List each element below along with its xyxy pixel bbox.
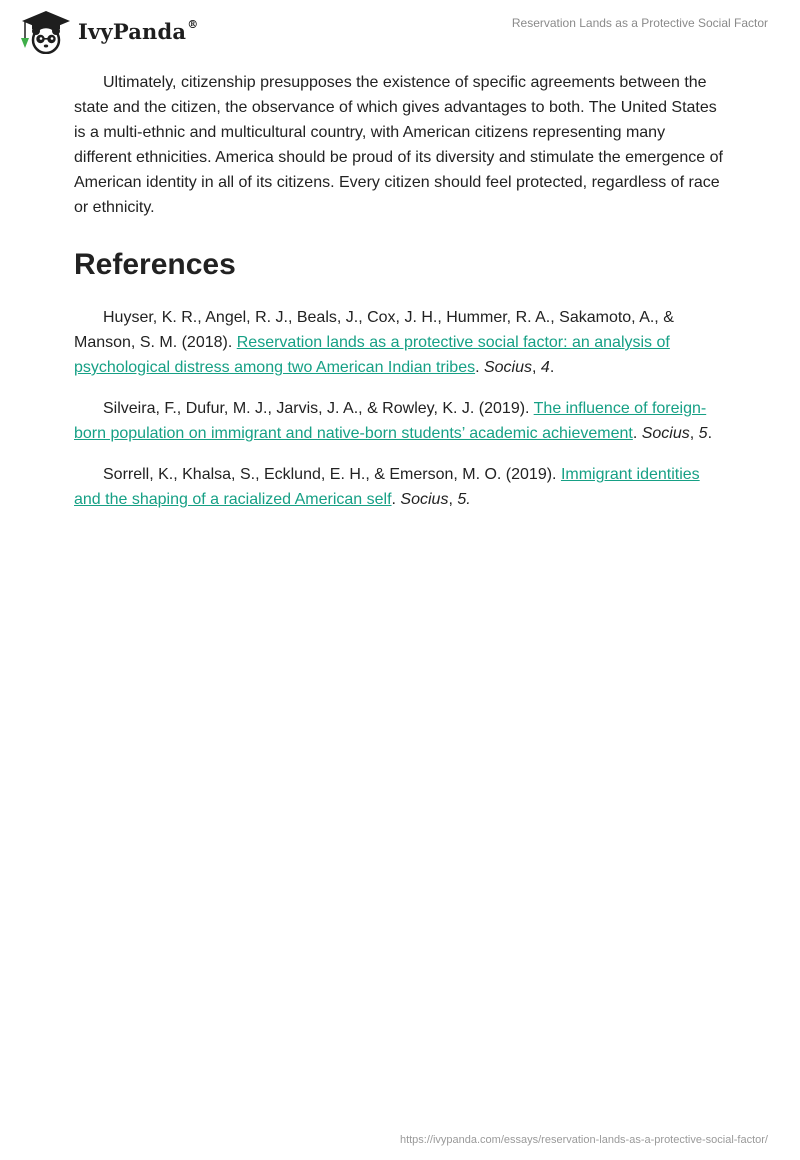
reference-link[interactable]: The influence of foreign-born population on immigrant and native-born students’ academic achievement (74, 400, 707, 442)
reference-entry: Sorrell, K., Khalsa, S., Ecklund, E. H., & Emerson, M. O. (2019). Immigrant identities and the shaping of a racialized American self. Socius, 5. (74, 466, 700, 508)
source-url[interactable]: https://ivypanda.com/essays/reservation-lands-as-a-protective-social-factor/ (399, 1134, 768, 1146)
journal-volume: 5 (698, 425, 708, 442)
document-body (74, 70, 726, 528)
references-heading: References (74, 248, 236, 281)
journal-name: Socius (641, 425, 690, 442)
brand-name: IvyPanda® (78, 17, 199, 44)
reference-entry: Silveira, F., Dufur, M. J., Jarvis, J. A., & Rowley, K. J. (2019). The influence of foreign-born population on immigrant and native-born students’ academic achievement. Socius, 5. (74, 400, 713, 442)
panda-graduation-cap-logo-icon (14, 8, 74, 54)
conclusion-paragraph: Ultimately, citizenship presupposes the existence of specific agreements between the state and the citizen, the observance of which gives advantages to both. The United States is a multi-ethnic and multicultural country, with American citizens representing many different ethnicities. America should be proud of its diversity and stimulate the emergence of American identity in all of its citizens. Every citizen should feel protected, regardless of race or ethnicity. (74, 74, 723, 216)
journal-volume: 5. (457, 491, 471, 508)
brand-logo[interactable] (14, 8, 198, 54)
page-header (0, 0, 800, 60)
journal-name: Socius (483, 359, 533, 376)
journal-name: Socius (400, 491, 449, 508)
reference-entry: Huyser, K. R., Angel, R. J., Beals, J., Cox, J. H., Hummer, R. A., Sakamoto, A., & Manson, S. M. (2018). Reservation lands as a protective social factor: an analysis of psychological distress among two American Indian tribes. Socius, 4. (74, 309, 674, 376)
reference-link[interactable]: Immigrant identities and the shaping of a racialized American self (74, 466, 700, 508)
journal-volume: 4 (540, 359, 550, 376)
reference-link[interactable]: Reservation lands as a protective social factor: an analysis of psychological distress among two American Indian tribes (74, 334, 670, 376)
document-title: Reservation Lands as a Protective Social Factor (511, 16, 768, 30)
